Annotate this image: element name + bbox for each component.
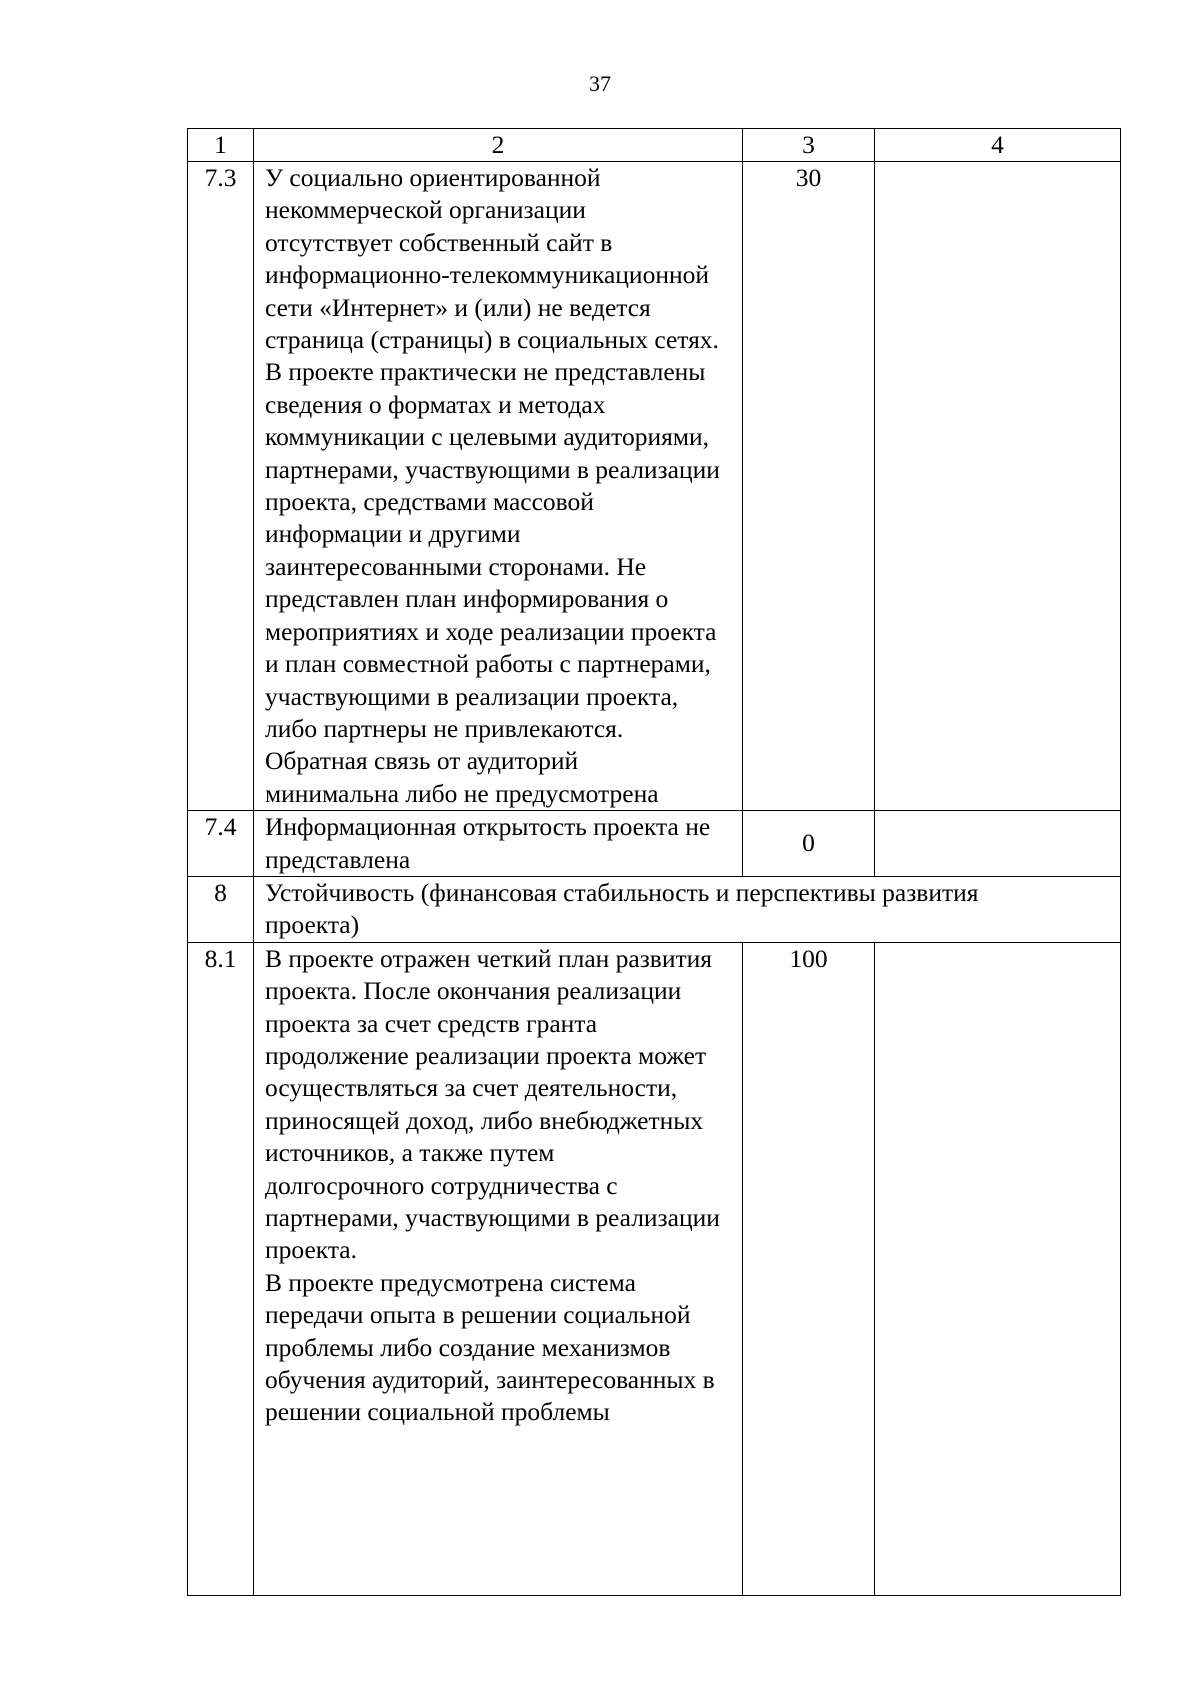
table-header-row [188,129,1121,162]
table-row-7-3 [188,162,1121,811]
table-row-7-4 [188,811,1121,877]
note-cell [875,942,1121,1595]
table-row-8-1 [188,942,1121,1595]
header-col-4: 4 [875,129,1121,162]
criterion-paragraph: В проекте предусмотрена система передачи опыта в решении социальной проблемы либо создание механизмов обучения аудиторий, заинтересованных в решении социальной проблемы [265,1267,715,1427]
header-col-1: 1 [188,129,254,162]
criterion-paragraph: В проекте практически не представлены сведения о форматах и методах коммуникации с целевыми аудиториями, партнерами, участвующими в реализации проекта, средствами массовой информации и другими заинтересованными сторонами. Не представлен план информирования о мероприятиях и ходе реализации проекта и план совместной работы с партнерами, участвующими в реализации проекта, либо партнеры не привлекаются. Обратная связь от аудиторий минимальна либо не предусмотрена [265,357,720,808]
criterion-description: Информационная открытость проекта не представлена [254,811,743,877]
header-col-3: 3 [743,129,875,162]
criterion-paragraph: В проекте отражен четкий план развития проекта. После окончания реализации проекта за счет средств гранта продолжение реализации проекта может осуществляться за счет деятельности, приносящей доход, либо внебюджетных источников, а также путем долгосрочного сотрудничества с партнерами, участвующими в реализации проекта. [265,943,720,1265]
criterion-paragraph: У социально ориентированной некоммерческой организации отсутствует собственный сайт в информационно-телекоммуникационной сети «Интернет» и (или) не ведется страница (страницы) в социальных сетях. [265,163,719,355]
note-cell [875,162,1121,811]
score-cell: 100 [743,942,875,1595]
score-cell: 30 [743,162,875,811]
criterion-description [254,162,743,811]
criterion-description [254,942,743,1595]
score-cell: 0 [743,811,875,877]
header-col-2: 2 [254,129,743,162]
criteria-table [187,128,1121,1596]
table-row-8-section [188,876,1121,942]
row-number: 7.3 [188,162,254,811]
row-number: 8.1 [188,942,254,1595]
row-number: 7.4 [188,811,254,877]
section-title: Устойчивость (финансовая стабильность и перспективы развития проекта) [254,876,1121,942]
row-number: 8 [188,876,254,942]
note-cell [875,811,1121,877]
page-number: 37 [589,71,611,96]
